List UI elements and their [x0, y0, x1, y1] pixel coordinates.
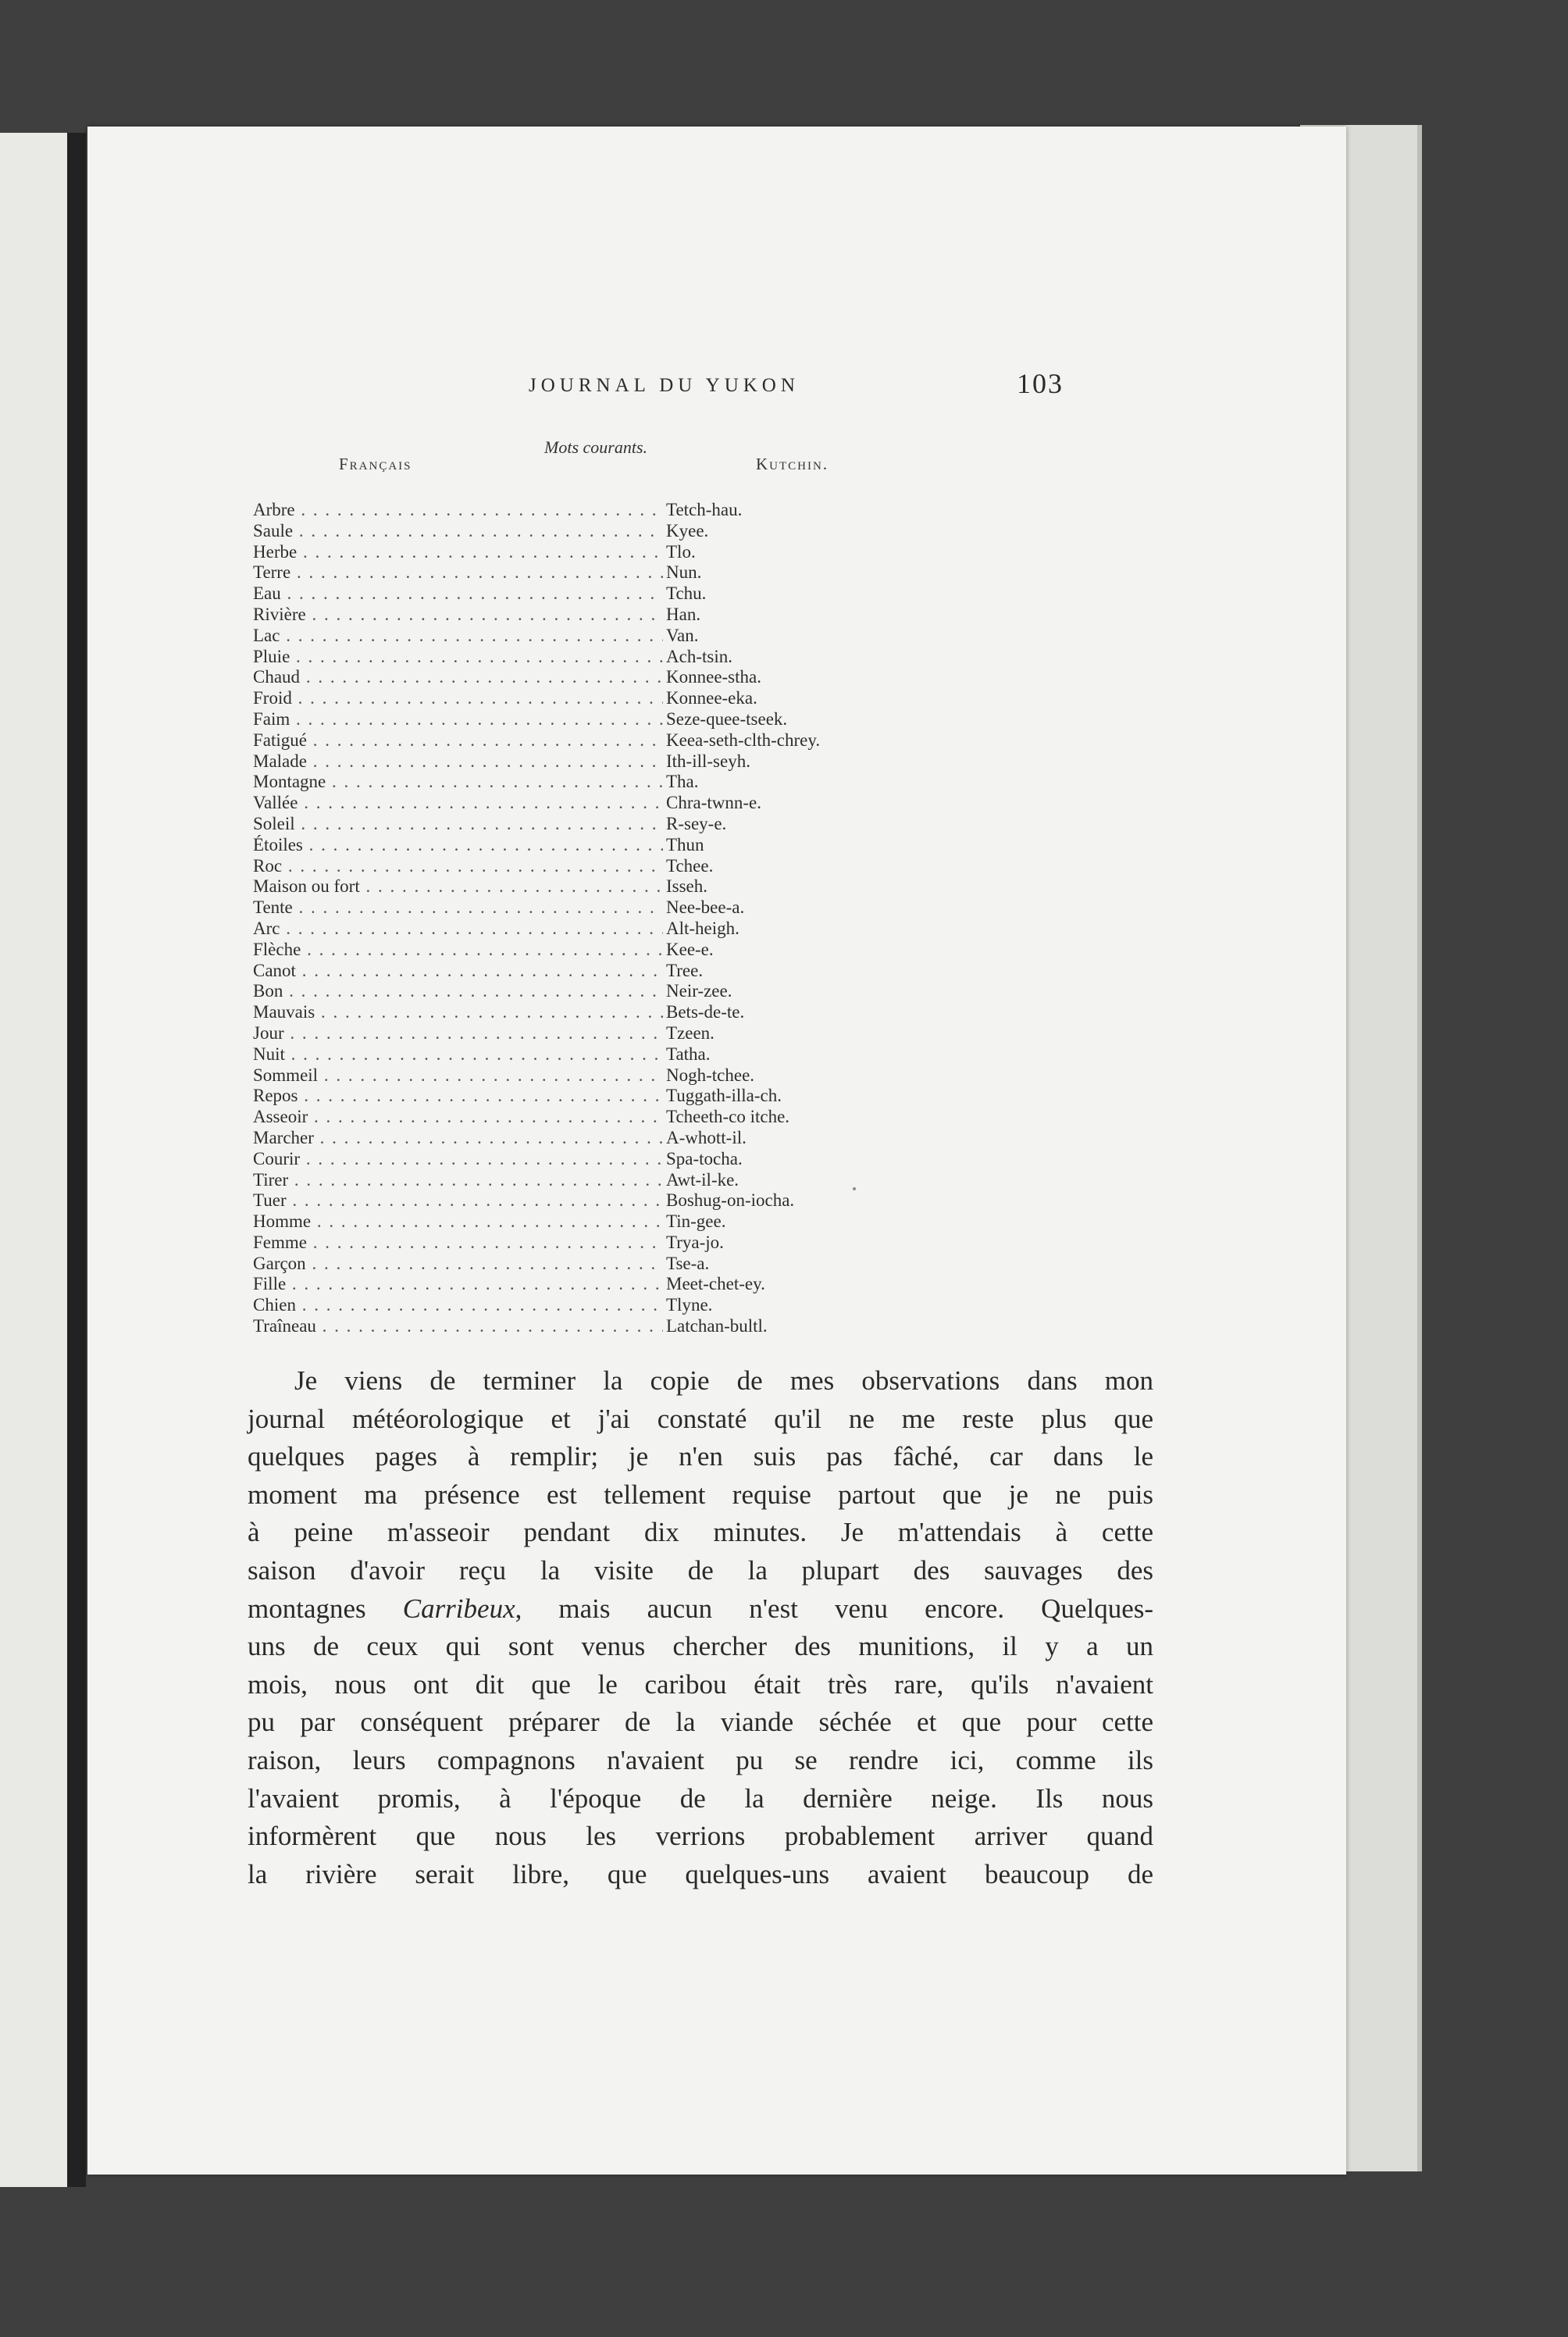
kutchin-word: Keea-seth-clth-chrey.: [666, 730, 821, 750]
french-word: Chien . . .: [253, 1295, 663, 1316]
french-word: Bon . . .: [253, 981, 663, 1002]
vocabulary-row: [253, 1086, 878, 1107]
vocabulary-list: [253, 500, 878, 1337]
kutchin-word: Tatha.: [666, 1044, 711, 1064]
running-title: JOURNAL DU YUKON: [529, 375, 800, 396]
vocabulary-row: [253, 1295, 878, 1316]
french-word: Lac . . .: [253, 626, 663, 647]
vocabulary-row: [253, 1233, 878, 1254]
column-header-kutchin: Kutchin.: [756, 455, 829, 473]
kutchin-word: Nee-bee-a.: [666, 897, 745, 918]
vocabulary-row: [253, 1190, 878, 1211]
text-line: pu par conséquent préparer de la viande séchée et que pour cette: [248, 1707, 1153, 1738]
kutchin-word: Tha.: [666, 772, 699, 792]
kutchin-word: Tcheeth-co itche.: [666, 1107, 790, 1127]
french-word: Rivière . . .: [253, 605, 663, 626]
vocabulary-row: [253, 1211, 878, 1233]
vocabulary-row: [253, 1044, 878, 1065]
french-word: Arbre . . .: [253, 500, 663, 521]
vocabulary-row: [253, 856, 878, 877]
french-word: Montagne . . .: [253, 772, 663, 793]
vocabulary-row: [253, 1149, 878, 1170]
kutchin-word: Tin-gee.: [666, 1211, 726, 1232]
vocabulary-row: [253, 897, 878, 919]
french-word: Nuit . . .: [253, 1044, 663, 1065]
vocabulary-row: [253, 562, 878, 583]
vocabulary-row: [253, 542, 878, 563]
french-word: Mauvais . . .: [253, 1002, 663, 1023]
text-line: Je viens de terminer la copie de mes observations dans mon: [294, 1365, 1153, 1396]
vocabulary-row: [253, 940, 878, 961]
left-page-edge: [0, 133, 77, 2187]
kutchin-word: Tuggath-illa-ch.: [666, 1086, 782, 1106]
kutchin-word: Han.: [666, 604, 701, 624]
text-line: moment ma présence est tellement requise partout que je ne puis: [248, 1479, 1153, 1510]
vocabulary-row: [253, 709, 878, 730]
kutchin-word: Awt-il-ke.: [666, 1169, 739, 1190]
vocabulary-row: [253, 583, 878, 605]
vocabulary-row: [253, 793, 878, 814]
kutchin-word: Thun: [666, 834, 704, 855]
vocabulary-row: [253, 1002, 878, 1023]
french-word: Repos . . .: [253, 1086, 663, 1107]
french-word: Traîneau . . .: [253, 1316, 663, 1337]
kutchin-word: Chra-twnn-e.: [666, 793, 761, 813]
french-word: Homme . . .: [253, 1211, 663, 1233]
book-page: [87, 127, 1346, 2175]
text-line: montagnes Carribeux, mais aucun n'est venu encore. Quelques-: [248, 1593, 1154, 1624]
vocabulary-row: [253, 1023, 878, 1044]
french-word: Vallée . . .: [253, 793, 663, 814]
french-word: Asseoir . . .: [253, 1107, 663, 1128]
vocabulary-row: [253, 835, 878, 856]
vocabulary-row: [253, 605, 878, 626]
french-word: Sommeil . . .: [253, 1065, 663, 1086]
french-word: Tirer . . .: [253, 1170, 663, 1191]
kutchin-word: Isseh.: [666, 876, 708, 897]
kutchin-word: Tzeen.: [666, 1022, 715, 1043]
kutchin-word: Van.: [666, 625, 699, 645]
vocabulary-caption: Mots courants.: [544, 437, 647, 457]
french-word: Tente . . .: [253, 897, 663, 919]
kutchin-word: Ach-tsin.: [666, 646, 732, 666]
french-word: Femme . . .: [253, 1233, 663, 1254]
kutchin-word: Tlyne.: [666, 1295, 713, 1315]
kutchin-word: Nun.: [666, 562, 702, 583]
french-word: Herbe . . .: [253, 542, 663, 563]
kutchin-word: Tse-a.: [666, 1253, 710, 1273]
french-word: Garçon . . .: [253, 1254, 663, 1275]
column-header-french: Français: [339, 455, 412, 473]
french-word: Marcher . . .: [253, 1128, 663, 1149]
french-word: Fille . . .: [253, 1274, 663, 1295]
french-word: Soleil . . .: [253, 814, 663, 835]
kutchin-word: Tchee.: [666, 855, 714, 876]
vocabulary-row: [253, 647, 878, 668]
kutchin-word: Kee-e.: [666, 939, 714, 959]
vocabulary-row: [253, 1065, 878, 1086]
kutchin-word: Tlo.: [666, 541, 696, 562]
french-word: Pluie . . .: [253, 647, 663, 668]
text-line: informèrent que nous les verrions probablement arriver quand: [248, 1821, 1153, 1852]
vocabulary-row: [253, 626, 878, 647]
vocabulary-row: [253, 751, 878, 772]
kutchin-word: A-whott-il.: [666, 1127, 747, 1147]
text-line: l'avaient promis, à l'époque de la dernière neige. Ils nous: [248, 1782, 1153, 1814]
vocabulary-row: [253, 919, 878, 940]
kutchin-word: Boshug-on-iocha.: [666, 1190, 795, 1211]
text-line: quelques pages à remplir; je n'en suis pas fâché, car dans le: [248, 1441, 1153, 1472]
text-line: uns de ceux qui sont venus chercher des munitions, il y a un: [248, 1631, 1153, 1662]
vocabulary-row: [253, 1170, 878, 1191]
vocabulary-row: [253, 500, 878, 521]
kutchin-word: Kyee.: [666, 520, 709, 541]
vocabulary-row: [253, 521, 878, 542]
text-line: raison, leurs compagnons n'avaient pu se rendre ici, comme ils: [248, 1744, 1153, 1775]
vocabulary-row: [253, 1128, 878, 1149]
text-line: à peine m'asseoir pendant dix minutes. Je m'attendais à cette: [248, 1517, 1153, 1548]
kutchin-word: Alt-heigh.: [666, 918, 739, 938]
french-word: Tuer . . .: [253, 1190, 663, 1211]
body-paragraph: [248, 1362, 1153, 1893]
kutchin-word: Bets-de-te.: [666, 1002, 745, 1022]
paper-speck: [853, 1187, 856, 1190]
french-word: Saule . . .: [253, 521, 663, 542]
text-line: journal météorologique et j'ai constaté qu'il ne me reste plus que: [248, 1403, 1153, 1434]
kutchin-word: Ith-ill-seyh.: [666, 751, 750, 771]
vocabulary-row: [253, 981, 878, 1002]
kutchin-word: Neir-zee.: [666, 981, 732, 1001]
vocabulary-row: [253, 1274, 878, 1295]
kutchin-word: Spa-tocha.: [666, 1148, 743, 1168]
kutchin-word: R-sey-e.: [666, 813, 727, 833]
kutchin-word: Latchan-bultl.: [666, 1316, 768, 1336]
french-word: Faim . . .: [253, 709, 663, 730]
kutchin-word: Tree.: [666, 960, 704, 980]
french-word: Terre . . .: [253, 562, 663, 583]
vocabulary-row: [253, 1316, 878, 1337]
french-word: Étoiles . . .: [253, 835, 663, 856]
french-word: Maison ou fort . . .: [253, 876, 663, 897]
kutchin-word: Seze-quee-tseek.: [666, 708, 788, 729]
french-word: Courir . . .: [253, 1149, 663, 1170]
french-word: Froid . . .: [253, 688, 663, 709]
french-word: Flèche . . .: [253, 940, 663, 961]
french-word: Jour . . .: [253, 1023, 663, 1044]
vocabulary-row: [253, 814, 878, 835]
kutchin-word: Trya-jo.: [666, 1232, 724, 1252]
vocabulary-row: [253, 772, 878, 793]
vocabulary-row: [253, 667, 878, 688]
kutchin-word: Konnee-eka.: [666, 688, 757, 708]
vocabulary-row: [253, 1254, 878, 1275]
text-line: la rivière serait libre, que quelques-uns avaient beaucoup de: [248, 1858, 1153, 1889]
kutchin-word: Meet-chet-ey.: [666, 1274, 765, 1294]
vocabulary-row: [253, 730, 878, 751]
french-word: Canot . . .: [253, 961, 663, 982]
french-word: Arc . . .: [253, 919, 663, 940]
vocabulary-row: [253, 876, 878, 897]
page-number: 103: [1017, 368, 1064, 399]
kutchin-word: Tchu.: [666, 583, 707, 604]
text-line: mois, nous ont dit que le caribou était très rare, qu'ils n'avaient: [248, 1668, 1153, 1700]
french-word: Malade . . .: [253, 751, 663, 772]
vocabulary-row: [253, 961, 878, 982]
french-word: Fatigué . . .: [253, 730, 663, 751]
vocabulary-row: [253, 1107, 878, 1128]
kutchin-word: Tetch-hau.: [666, 500, 743, 519]
kutchin-word: Konnee-stha.: [666, 667, 761, 687]
book-gutter-shadow: [67, 133, 86, 2187]
kutchin-word: Nogh-tchee.: [666, 1065, 755, 1085]
vocabulary-row: [253, 688, 878, 709]
text-line: saison d'avoir reçu la visite de la plupart des sauvages des: [248, 1554, 1153, 1586]
french-word: Roc . . .: [253, 856, 663, 877]
french-word: Chaud . . .: [253, 667, 663, 688]
french-word: Eau . . .: [253, 583, 663, 605]
